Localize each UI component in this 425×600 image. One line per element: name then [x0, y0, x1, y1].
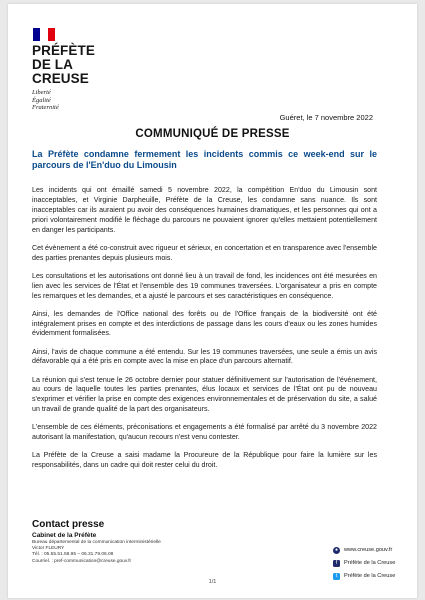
paragraph: Ainsi, l'avis de chaque commune a été entendu. Sur les 19 communes traversées, une seule a émis un avis défavorable qui a été pris en compte avec la mise en place d'un parcours alternatif. [32, 347, 377, 366]
social-twitter-text: Préfète de la Creuse [344, 573, 396, 579]
motto [32, 89, 122, 112]
french-flag-icon [33, 28, 55, 41]
paragraph: Ainsi, les demandes de l'Office national des forêts ou de l'Office français de la biodiversité ont été intégralement prises en compte et des interdictions de passage dans les cours d'eaux ou les zones humides évidemment formalisées. [32, 309, 377, 338]
page-number: 1/1 [208, 579, 217, 585]
logo-line-1: PRÉFÈTE [32, 43, 95, 58]
contact-name: Victor FLEURY [32, 546, 65, 552]
contact-phone: Tél. : 05.55.51.58.95 – 06.31.79.06.08 [32, 552, 114, 558]
globe-icon: ● [334, 546, 339, 553]
document-date: Guéret, le 7 novembre 2022 [279, 113, 373, 122]
contact-block [32, 519, 242, 565]
social-website[interactable] [333, 545, 413, 555]
logo-title [32, 44, 122, 86]
paragraph: Les incidents qui ont émaillé samedi 5 novembre 2022, la compétition En'duo du Limousin sont inacceptables, et Virginie Darpheuille, Préfète de la Creuse, les condamne sans nuance. Ils sont inacceptables car ils auraient pu avoir des conséquences humaines dramatiques, et les personnes qui ont a priori volontairement modifié le fléchage du parcours ne pouvaient ignorer qu'elles mettaient potentiellement en danger les participants. [32, 186, 377, 234]
social-facebook[interactable] [333, 558, 413, 568]
document-subtitle: La Préfète condamne fermement les incidents commis ce week-end sur le parcours de l'En'duo du Limousin [32, 149, 377, 170]
document-heading: COMMUNIQUÉ DE PRESSE [135, 128, 290, 140]
motto-egalite: Égalité [32, 96, 51, 104]
social-facebook-text: Préfète de la Creuse [344, 560, 396, 566]
paragraph: La réunion qui s'est tenue le 26 octobre dernier pour statuer définitivement sur l'autorisation de l'événement, au cours de laquelle toutes les parties prenantes, élus locaux et services de l'État ont pu de nouveau s'exprimer et vérifier la prise en compte des exigences environnementales et de préservation du site, a salué un travail de grande qualité de la part des organisateurs. [32, 375, 377, 414]
contact-subtitle: Cabinet de la Préfète [32, 532, 97, 539]
paragraph: Cet évènement a été co-construit avec rigueur et sérieux, en concertation et en transparence avec l'ensemble des parties prenantes depuis plusieurs mois. [32, 243, 377, 262]
motto-liberte: Liberté [32, 89, 51, 96]
motto-fraternite: Fraternité [32, 104, 59, 111]
document-page [8, 4, 417, 598]
contact-email[interactable]: Courriel. : pref-communication@creuse.gouv.fr [32, 558, 132, 564]
facebook-icon: f [333, 560, 340, 567]
paragraph: La Préfète de la Creuse a saisi madame la Procureure de la République pour faire la lumière sur les responsabilités, dans un cadre qui doit rester celui du droit. [32, 451, 377, 470]
document-body [32, 186, 377, 479]
contact-title: Contact presse [32, 519, 105, 530]
logo-line-2: DE LA CREUSE [32, 57, 89, 86]
paragraph: Les consultations et les autorisations ont donné lieu à un travail de fond, les incidences ont été mesurées en lien avec les services de l'État et l'ensemble des 19 communes traversées. L'organisateur a pris en compte les remarques et les demandes, et a ajusté le parcours et ses caractéristiques en conséquence. [32, 271, 377, 300]
contact-line: Bureau départemental de la communication interministérielle [32, 540, 161, 545]
twitter-icon: t [333, 573, 340, 580]
paragraph: L'ensemble de ces éléments, préconisations et engagements a été formalisé par arrêté du 3 novembre 2022 autorisant la manifestation, qu'aucun recours n'est venu contester. [32, 423, 377, 442]
prefecture-logo [32, 28, 122, 112]
social-website-text: www.creuse.gouv.fr [344, 547, 393, 553]
